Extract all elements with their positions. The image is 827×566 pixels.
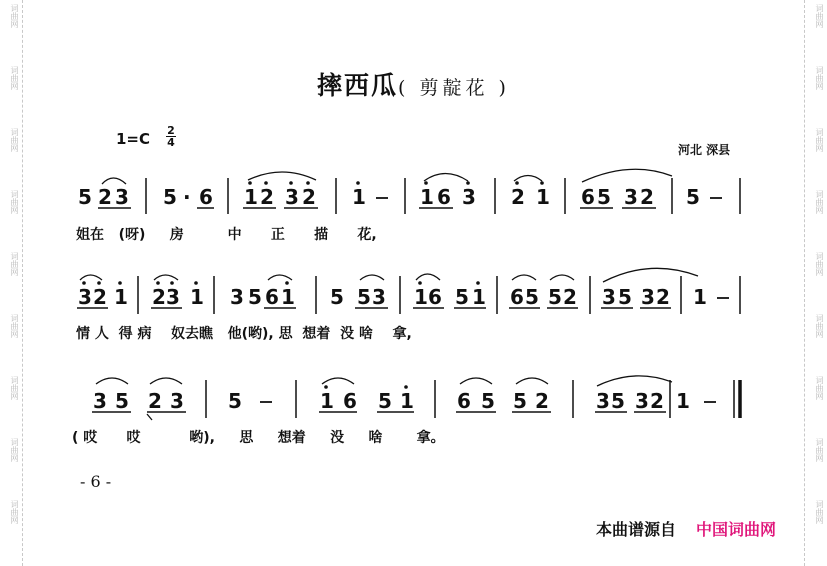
note: 2 (535, 389, 549, 413)
octave-dot (515, 181, 519, 185)
watermark-text: 词曲网 (10, 190, 19, 214)
note: 2 (302, 185, 316, 209)
slur (512, 275, 536, 280)
octave-dot (418, 281, 422, 285)
note: 5 (115, 389, 129, 413)
note: 5 (481, 389, 495, 413)
note: 5 (228, 389, 242, 413)
note: 1 (352, 185, 366, 209)
watermark-text: 词曲网 (815, 66, 824, 90)
song-title-main: 摔西瓜 (317, 71, 399, 100)
song-origin: 河北 深县 (678, 143, 731, 157)
watermark-text: 词曲网 (815, 376, 824, 400)
note: 2 (260, 185, 274, 209)
note: 5 (525, 285, 539, 309)
octave-dot (285, 281, 289, 285)
slur (248, 172, 316, 180)
note: 2 (656, 285, 670, 309)
slur (150, 378, 182, 384)
watermark-text: 词曲网 (815, 314, 824, 338)
note: 5 (378, 389, 392, 413)
note: 3 (170, 389, 184, 413)
slur (80, 275, 102, 280)
watermark-text: 词曲网 (815, 500, 824, 524)
octave-dot (170, 281, 174, 285)
note: 5 (248, 285, 262, 309)
watermark-text: 词曲网 (10, 314, 19, 338)
slur (514, 176, 542, 182)
note: 1 (414, 285, 428, 309)
note: 3 (78, 285, 92, 309)
watermark-text: 词曲网 (815, 4, 824, 28)
slur (597, 376, 672, 386)
octave-dot (404, 385, 408, 389)
octave-dot (356, 181, 360, 185)
slur (360, 275, 384, 280)
octave-dot (97, 281, 101, 285)
note: 5 (597, 185, 611, 209)
note: 1 (693, 285, 707, 309)
note: 3 (624, 185, 638, 209)
watermark-text: 词曲网 (10, 500, 19, 524)
note: 5 (78, 185, 92, 209)
watermark-text: 词曲网 (10, 128, 19, 152)
watermark-text: 词曲网 (10, 4, 19, 28)
note: 2 (93, 285, 107, 309)
watermark-text: 词曲网 (815, 128, 824, 152)
note: 2 (152, 285, 166, 309)
note: 2 (640, 185, 654, 209)
source-label: 本曲谱源自 (596, 520, 677, 539)
note: 3 (230, 285, 244, 309)
slur (268, 275, 292, 280)
lyric-line-1: 姐在 (呀) 房 中 正 描 花, (76, 227, 377, 243)
note: 3 (462, 185, 476, 209)
octave-dot (476, 281, 480, 285)
time-signature-top: 2 (167, 124, 175, 137)
note: 1 (114, 285, 128, 309)
note: 2 (511, 185, 525, 209)
note: 6 (510, 285, 524, 309)
note: 1 (190, 285, 204, 309)
slur (582, 169, 672, 182)
note: 3 (93, 389, 107, 413)
slur (424, 174, 468, 182)
octave-dot (540, 181, 544, 185)
note: 5 (513, 389, 527, 413)
octave-dot (324, 385, 328, 389)
note: 2 (98, 185, 112, 209)
octave-dot (194, 281, 198, 285)
note: 5 (686, 185, 700, 209)
note: 1 (400, 389, 414, 413)
time-signature-bottom: 4 (167, 136, 175, 149)
note: 5 (611, 389, 625, 413)
slur (322, 378, 354, 384)
slur (550, 275, 574, 280)
watermark-text: 词曲网 (10, 252, 19, 276)
watermark-text: 词曲网 (10, 376, 19, 400)
octave-dot (156, 281, 160, 285)
watermark-text: 词曲网 (815, 438, 824, 462)
note: 6 (437, 185, 451, 209)
note: 3 (372, 285, 386, 309)
slur (96, 378, 128, 384)
watermark-text: 词曲网 (815, 190, 824, 214)
note: 3 (115, 185, 129, 209)
score-line-2 (77, 268, 740, 314)
note: 1 (676, 389, 690, 413)
watermark-text: 词曲网 (10, 438, 19, 462)
note: 1 (536, 185, 550, 209)
note: 5 (163, 185, 177, 209)
octave-dot (264, 181, 268, 185)
watermark-text: 词曲网 (10, 66, 19, 90)
slur (516, 378, 548, 384)
ornament-mark (147, 414, 152, 420)
lyric-line-3: ( 哎 哎 哟), 思 想着 没 啥 拿。 (72, 430, 445, 446)
note: 3 (596, 389, 610, 413)
key-signature: 1=C (116, 130, 151, 148)
note: 1 (281, 285, 295, 309)
note: 3 (635, 389, 649, 413)
note: 5 (357, 285, 371, 309)
note: 5 (548, 285, 562, 309)
note: 3 (602, 285, 616, 309)
note: 5 (455, 285, 469, 309)
slur (102, 178, 126, 184)
source-site-name: 中国词曲网 (696, 520, 777, 539)
octave-dot (306, 181, 310, 185)
source-credit (596, 517, 776, 540)
note: 1 (244, 185, 258, 209)
slur (154, 275, 178, 280)
watermark-text: 词曲网 (815, 252, 824, 276)
note: 1 (420, 185, 434, 209)
slur (460, 378, 492, 384)
note: 2 (650, 389, 664, 413)
note: 5 (330, 285, 344, 309)
note: 2 (563, 285, 577, 309)
note: 6 (343, 389, 357, 413)
note: 3 (641, 285, 655, 309)
lyric-line-2: 情 人 得 病 奴去瞧 他(哟), 思 想着 没 啥 拿, (76, 326, 412, 342)
page-number: - 6 - (80, 472, 112, 491)
octave-dot (118, 281, 122, 285)
score-line-3 (92, 376, 740, 420)
octave-dot (289, 181, 293, 185)
note: · (183, 185, 191, 209)
song-title-sub: ( 剪靛花 ) (398, 77, 510, 99)
note: 6 (457, 389, 471, 413)
note: 1 (320, 389, 334, 413)
slur (603, 268, 698, 282)
note: 2 (148, 389, 162, 413)
octave-dot (248, 181, 252, 185)
octave-dot (82, 281, 86, 285)
note: 6 (428, 285, 442, 309)
note: 3 (166, 285, 180, 309)
note: 1 (472, 285, 486, 309)
octave-dot (466, 181, 470, 185)
note: 6 (199, 185, 213, 209)
note: 5 (618, 285, 632, 309)
note: 6 (265, 285, 279, 309)
score-line-1 (78, 169, 740, 214)
slur (416, 274, 440, 280)
octave-dot (424, 181, 428, 185)
note: 6 (581, 185, 595, 209)
note: 3 (285, 185, 299, 209)
